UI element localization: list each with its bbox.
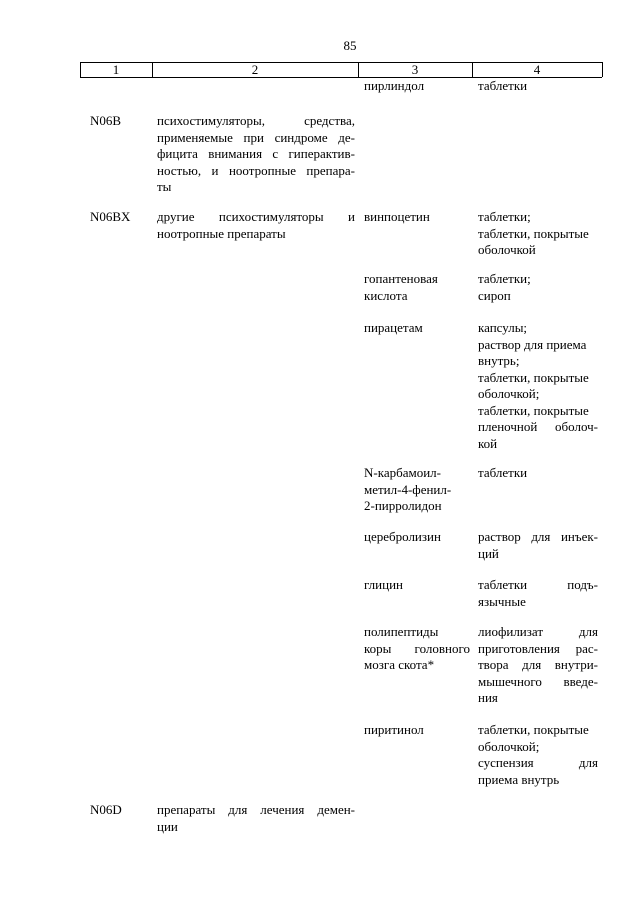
- row-10-code: N06D: [90, 802, 122, 817]
- row-9-form-line-4: приема внутрь: [478, 771, 560, 787]
- row-8-drug: [364, 624, 470, 674]
- row-2-drug: винпоцетин: [364, 209, 430, 224]
- row-6-drug: церебролизин: [364, 529, 441, 544]
- row-8-drug-line-2: коры головного: [364, 640, 470, 656]
- row-1-desc-line-1: психостимуляторы, средства,: [157, 113, 355, 128]
- row-10-desc-line-1: препараты для лечения демен-: [157, 802, 355, 817]
- row-2-desc-line-1: другие психостимуляторы и: [157, 209, 355, 224]
- row-9-form: [478, 722, 598, 788]
- row-4-form-line-4: таблетки, покрытые: [478, 369, 589, 385]
- row-7-form-line-2: язычные: [478, 593, 526, 609]
- row-3-drug-line-1: гопантеновая: [364, 271, 438, 286]
- row-1-desc-line-2: применяемые при синдроме де-: [157, 129, 355, 145]
- row-3-form: [478, 271, 598, 304]
- row-9-form-line-3: суспензия для: [478, 755, 598, 770]
- row-2-form-line-2: таблетки, покрытые: [478, 225, 589, 241]
- row-8-form-line-2: приготовления рас-: [478, 640, 598, 656]
- row-2-form-line-3: оболочкой: [478, 242, 536, 257]
- row-1-desc-line-3: фицита внимания с гиперактив-: [157, 146, 355, 161]
- row-4-form-line-5: оболочкой;: [478, 386, 540, 401]
- row-0-drug: пирлиндол: [364, 78, 425, 93]
- row-4-form-line-2: раствор для приема: [478, 336, 587, 352]
- row-9-form-line-1: таблетки, покрытые: [478, 722, 589, 737]
- row-10-desc-line-2: ции: [157, 818, 178, 834]
- row-7-drug: глицин: [364, 577, 403, 592]
- row-9-form-line-2: оболочкой;: [478, 738, 540, 754]
- row-5-drug-line-1: N-карбамоил-: [364, 465, 441, 480]
- row-8-drug-line-3: мозга скота*: [364, 657, 435, 672]
- page-number: 85: [343, 38, 357, 53]
- row-3-form-line-2: сироп: [478, 287, 511, 303]
- row-1-desc-line-4: ностью, и ноотропные препара-: [157, 162, 355, 178]
- col-divider-right: [602, 62, 603, 77]
- row-4-form: [478, 320, 598, 452]
- row-8-drug-line-1: полипептиды: [364, 624, 439, 639]
- row-5-drug-line-3: 2-пирролидон: [364, 498, 442, 513]
- row-8-form-line-3: твора для внутри-: [478, 657, 598, 672]
- header-col-3: 3: [411, 62, 419, 77]
- header-col-2: 2: [251, 62, 259, 77]
- row-3-drug-line-2: кислота: [364, 287, 408, 303]
- row-6-form-line-1: раствор для инъек-: [478, 529, 598, 544]
- row-2-description: [157, 209, 355, 242]
- row-3-form-line-1: таблетки;: [478, 271, 531, 286]
- row-0-form: таблетки: [478, 78, 528, 93]
- row-5-drug-line-2: метил-4-фенил-: [364, 481, 452, 497]
- row-6-form: [478, 529, 598, 562]
- row-8-form-line-4: мышечного введе-: [478, 673, 598, 689]
- row-7-form-line-1: таблетки подъ-: [478, 577, 598, 592]
- row-1-description: [157, 113, 355, 196]
- row-4-form-line-7: пленочной оболоч-: [478, 419, 598, 434]
- row-8-form-line-5: ния: [478, 690, 498, 705]
- row-5-form: таблетки: [478, 465, 528, 480]
- header-col-1: 1: [112, 62, 120, 77]
- header-col-4: 4: [533, 62, 541, 77]
- row-5-drug: [364, 465, 470, 515]
- row-4-form-line-3: внутрь;: [478, 353, 520, 368]
- row-4-form-line-6: таблетки, покрытые: [478, 402, 589, 418]
- row-10-description: [157, 802, 355, 835]
- row-7-form: [478, 577, 598, 610]
- row-2-desc-line-2: ноотропные препараты: [157, 225, 286, 241]
- row-4-form-line-1: капсулы;: [478, 320, 528, 335]
- row-2-form: [478, 209, 598, 259]
- row-1-desc-line-5: ты: [157, 179, 172, 194]
- row-2-form-line-1: таблетки;: [478, 209, 531, 224]
- row-3-drug: [364, 271, 470, 304]
- row-8-form: [478, 624, 598, 707]
- row-6-form-line-2: ций: [478, 545, 499, 561]
- row-4-form-line-8: кой: [478, 435, 498, 451]
- row-8-form-line-1: лиофилизат для: [478, 624, 598, 639]
- row-9-drug: пиритинол: [364, 722, 424, 737]
- row-2-code: N06BX: [90, 209, 131, 224]
- row-4-drug: пирацетам: [364, 320, 423, 335]
- row-1-code: N06B: [90, 113, 122, 128]
